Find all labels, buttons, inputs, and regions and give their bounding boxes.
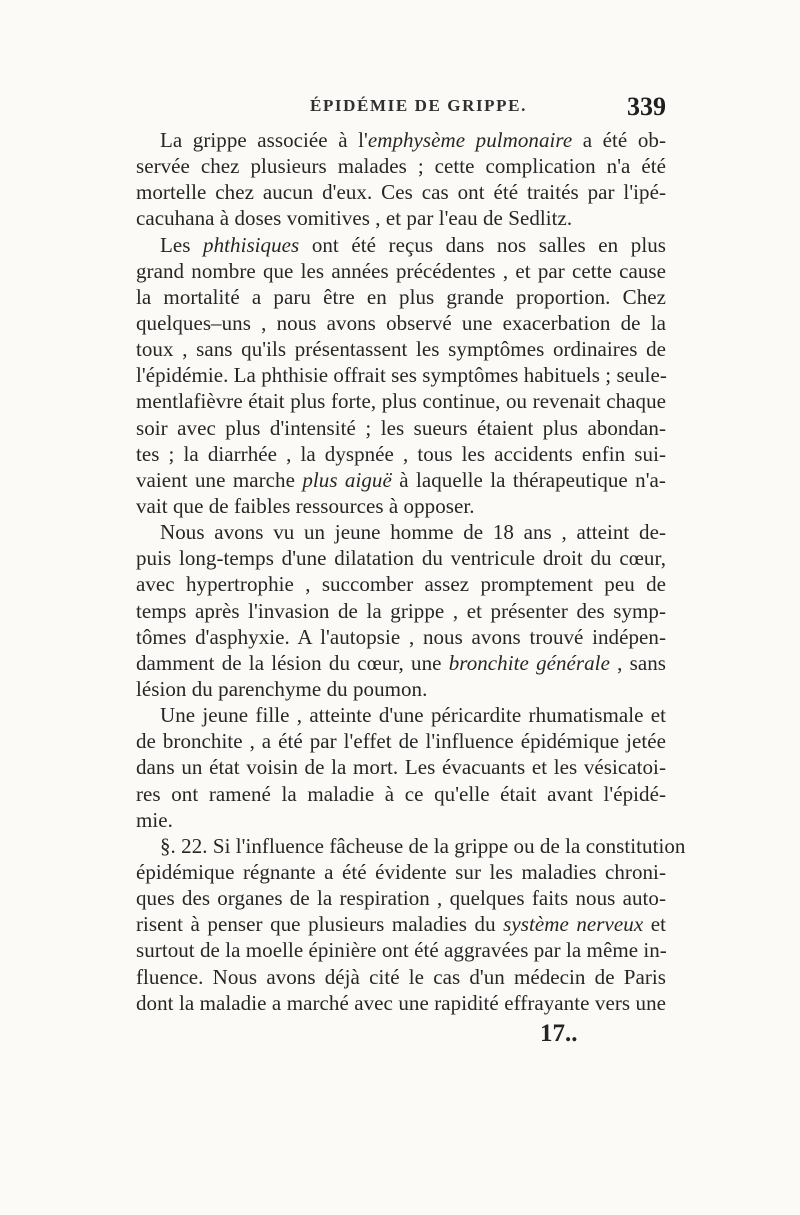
text-line-14: vaient une marche plus aiguë à laquelle la thérapeutique n'a- — [136, 467, 666, 492]
text-line-31: risent à penser que plusieurs maladies du système nerveux et — [136, 912, 666, 937]
text-line-33: fluence. Nous avons déjà cité le cas d'un médecin de Paris — [136, 964, 666, 989]
text-line-27: mie. — [136, 807, 173, 832]
text-line-12: soir avec plus d'intensité ; les sueurs étaient plus abondan- — [136, 415, 666, 440]
italic-emphasis: phthisiques — [203, 232, 300, 257]
text-line-1: La grippe associée à l'emphysème pulmonaire a été ob- — [160, 128, 666, 152]
text-line-7: la mortalité a paru être en plus grande proportion. Chez — [136, 284, 666, 309]
italic-emphasis: plus aiguë — [302, 467, 392, 492]
italic-emphasis: emphysème pulmonaire — [367, 128, 573, 152]
italic-emphasis: bronchite générale — [448, 650, 610, 675]
text-line-11: mentlafièvre était plus forte, plus continue, ou revenait chaque — [136, 389, 666, 414]
text-line-24: de bronchite , a été par l'effet de l'influence épidémique jetée — [136, 729, 666, 754]
text-line-23: Une jeune fille , atteinte d'une péricardite rhumatismale et — [160, 703, 666, 728]
text-line-2: servée chez plusieurs malades ; cette complication n'a été — [136, 154, 666, 179]
text-line-19: temps après l'invasion de la grippe , et présenter des symp- — [136, 598, 666, 623]
text-line-10: l'épidémie. La phthisie offrait ses symptômes habituels ; seule- — [136, 363, 667, 388]
text-line-15: vait que de faibles ressources à opposer. — [136, 493, 475, 518]
text-line-25: dans un état voisin de la mort. Les évacuants et les vésicatoi- — [136, 755, 666, 780]
text-line-29: épidémique régnante a été évidente sur les maladies chroni- — [136, 859, 666, 884]
text-line-28: §. 22. Si l'influence fâcheuse de la grippe ou de la constitution — [160, 833, 686, 858]
text-line-22: lésion du parenchyme du poumon. — [136, 676, 428, 701]
text-line-20: tômes d'asphyxie. A l'autopsie , nous avons trouvé indépen- — [136, 624, 666, 649]
text-line-8: quelques–uns , nous avons observé une exacerbation de la — [136, 310, 666, 335]
text-line-4: cacuhana à doses vomitives , et par l'eau de Sedlitz. — [136, 206, 573, 231]
signature-mark: 17.. — [540, 1020, 578, 1047]
page-body-text — [136, 127, 686, 1016]
page-number: 339 — [627, 92, 666, 121]
running-title: ÉPIDÉMIE DE GRIPPE. — [310, 96, 527, 115]
text-line-18: avec hypertrophie , succomber assez promptement peu de — [136, 572, 666, 597]
text-line-34: dont la maladie a marché avec une rapidité effrayante vers une — [136, 990, 666, 1015]
text-line-32: surtout de la moelle épinière ont été aggravées par la même in- — [136, 938, 667, 963]
text-line-30: ques des organes de la respiration , quelques faits nous auto- — [136, 886, 666, 911]
text-line-16: Nous avons vu un jeune homme de 18 ans , atteint de- — [160, 520, 666, 545]
running-head — [136, 92, 666, 126]
italic-emphasis: système nerveux — [503, 912, 644, 937]
text-line-13: tes ; la diarrhée , la dyspnée , tous les accidents enfin sui- — [136, 441, 666, 466]
text-line-21: damment de la lésion du cœur, une bronchite générale , sans — [136, 650, 666, 675]
text-line-17: puis long-temps d'une dilatation du ventricule droit du cœur, — [136, 546, 666, 571]
text-line-5: Les phthisiques ont été reçus dans nos salles en plus — [160, 232, 666, 257]
text-line-26: res ont ramené la maladie à ce qu'elle était avant l'épidé- — [136, 781, 666, 806]
text-line-9: toux , sans qu'ils présentassent les symptômes ordinaires de — [136, 337, 666, 362]
text-line-6: grand nombre que les années précédentes , et par cette cause — [136, 258, 666, 283]
text-line-3: mortelle chez aucun d'eux. Ces cas ont été traités par l'ipé- — [136, 180, 666, 205]
